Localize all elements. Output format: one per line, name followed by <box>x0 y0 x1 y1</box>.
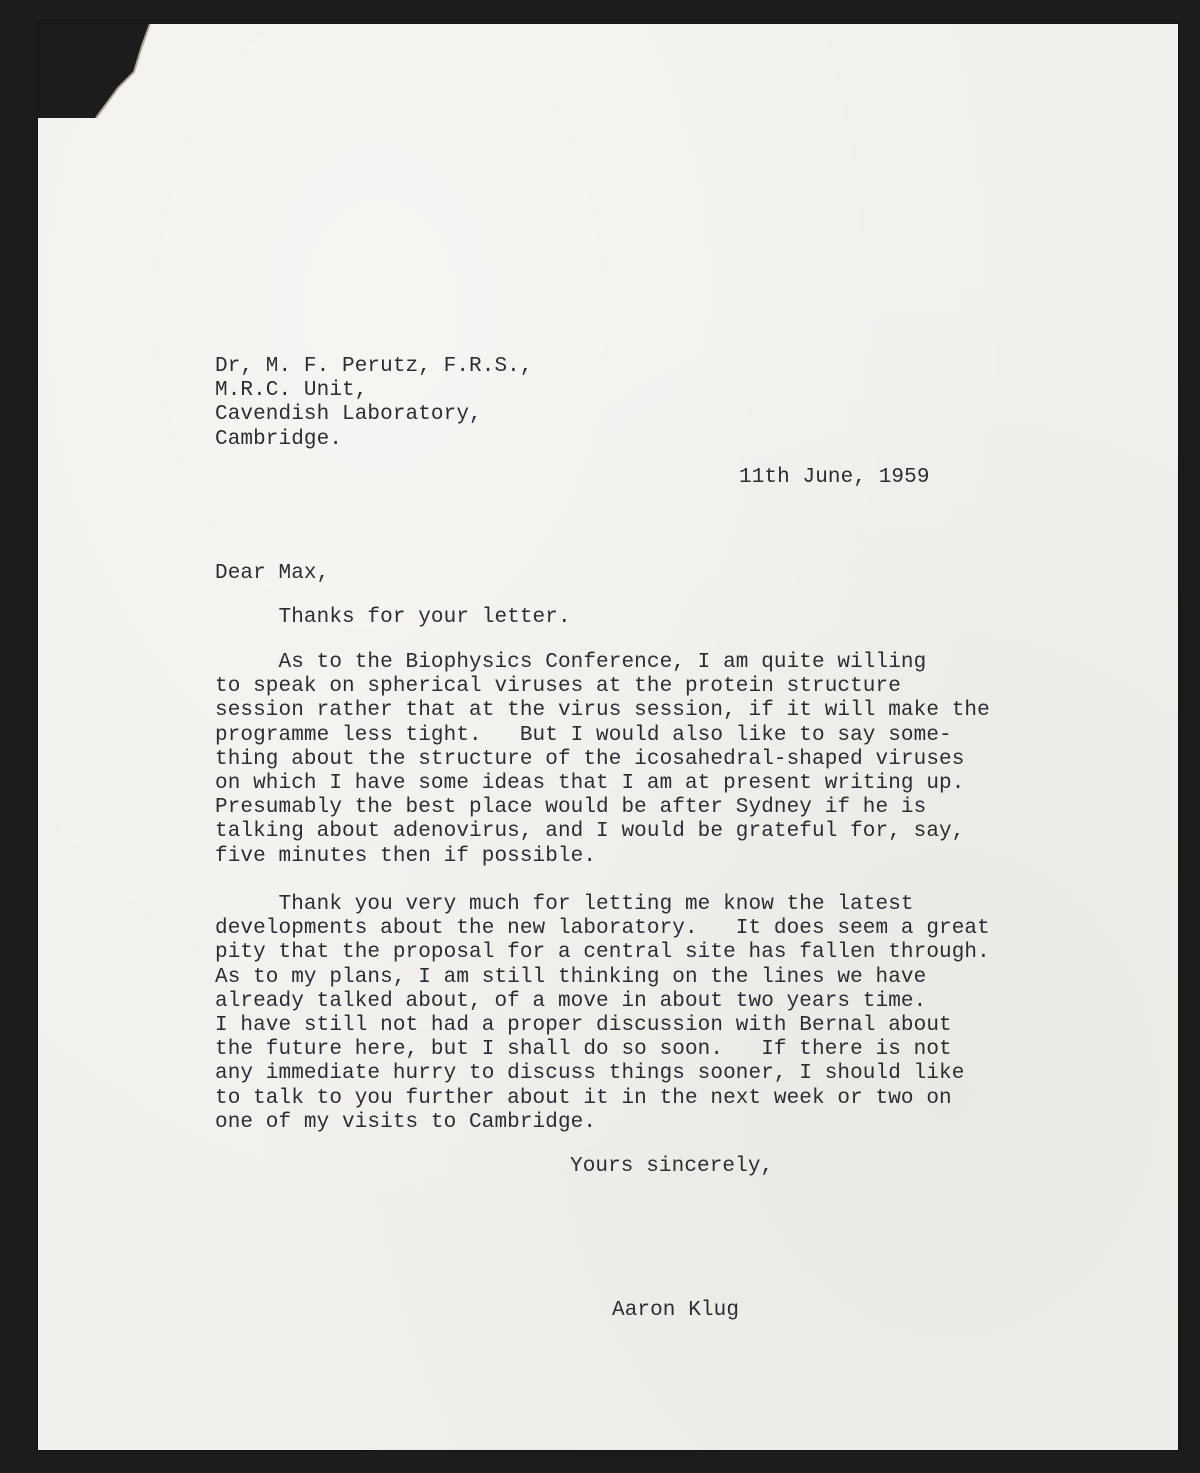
body-line: Thank you very much for letting me know the latest <box>215 893 914 916</box>
body-line: I have still not had a proper discussion with Bernal about <box>215 1014 952 1038</box>
body-line: the future here, but I shall do so soon. If there is not <box>215 1038 952 1062</box>
address-line: Dr, M. F. Perutz, F.R.S., <box>215 355 533 378</box>
body-line: session rather that at the virus session, if it will make the <box>215 699 990 723</box>
address-line: Cambridge. <box>215 427 343 451</box>
body-line: As to the Biophysics Conference, I am quite willing <box>215 651 927 674</box>
body-line: programme less tight. But I would also like to say some- <box>215 723 952 747</box>
body-line: to speak on spherical viruses at the protein structure <box>215 675 901 699</box>
body-line: As to my plans, I am still thinking on the lines we have <box>215 965 927 989</box>
closing: Yours sincerely, <box>570 1155 774 1178</box>
body-line: developments about the new laboratory. It does seem a great <box>215 917 990 941</box>
body-line: pity that the proposal for a central site has fallen through. <box>215 941 990 965</box>
address-line: M.R.C. Unit, <box>215 379 368 403</box>
body-line: Presumably the best place would be after Sydney if he is <box>215 796 927 820</box>
body-line: talking about adenovirus, and I would be grateful for, say, <box>215 820 965 844</box>
body-line: five minutes then if possible. <box>215 844 597 868</box>
body-paragraph-3 <box>215 893 990 1135</box>
letter-date: 11th June, 1959 <box>739 466 930 489</box>
body-line: Thanks for your letter. <box>215 606 571 629</box>
recipient-address <box>215 355 533 452</box>
body-line: to talk to you further about it in the next week or two on <box>215 1086 952 1110</box>
body-line: already talked about, of a move in about two years time. <box>215 989 927 1013</box>
body-line: one of my visits to Cambridge. <box>215 1110 597 1134</box>
body-paragraph-1 <box>215 606 571 630</box>
address-line: Cavendish Laboratory, <box>215 403 482 427</box>
body-paragraph-2 <box>215 651 990 869</box>
torn-corner <box>38 24 178 164</box>
body-line: thing about the structure of the icosahedral-shaped viruses <box>215 747 965 771</box>
salutation: Dear Max, <box>215 562 330 585</box>
body-line: on which I have some ideas that I am at present writing up. <box>215 772 965 796</box>
signature-name: Aaron Klug <box>612 1299 740 1322</box>
body-line: any immediate hurry to discuss things sooner, I should like <box>215 1062 965 1086</box>
